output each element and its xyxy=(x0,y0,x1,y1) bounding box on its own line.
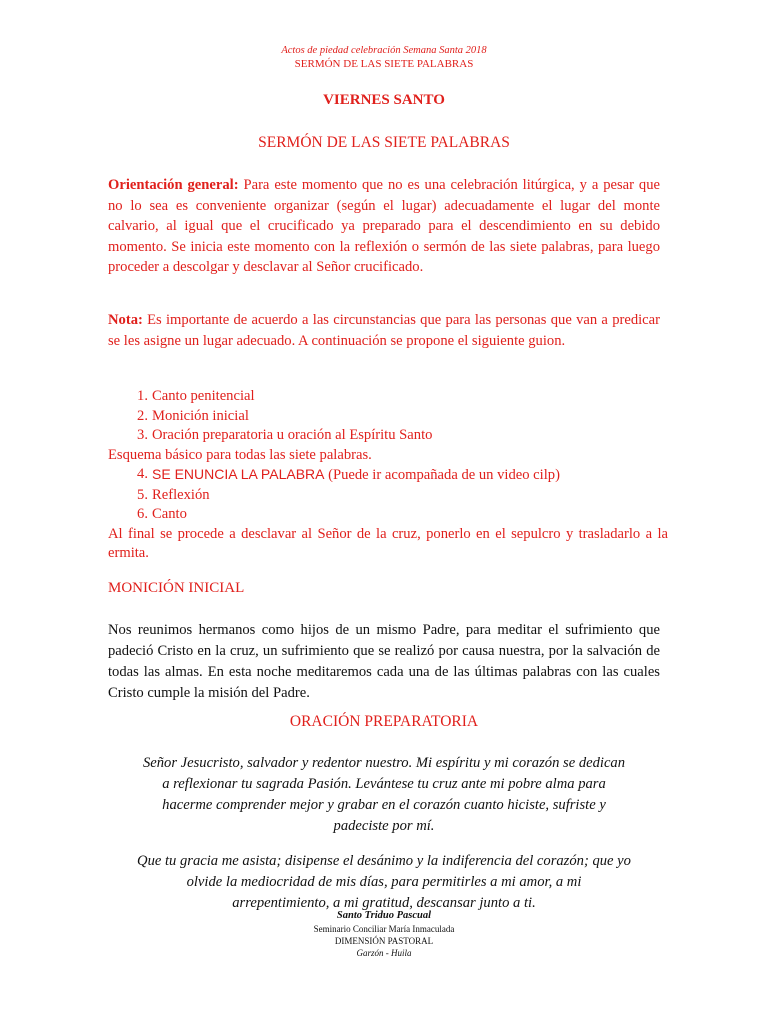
list-note: Esquema básico para todas las siete palabras. xyxy=(108,446,372,463)
monicion-heading: MONICIÓN INICIAL xyxy=(108,580,245,596)
list-item: 6 . Canto xyxy=(108,505,668,525)
footer-title: Santo Triduo Pascual xyxy=(336,910,432,921)
prayer-line: Señor Jesucristo, salvador y redentor nuestro. Mi espíritu y mi corazón se dedican xyxy=(142,755,626,771)
prayer-line: hacerme comprender mejor y grabar en el corazón cuanto hiciste, sufriste y xyxy=(162,797,606,813)
page-title: VIERNES SANTO xyxy=(323,92,445,108)
list-item: 4 . SE ENUNCIA LA PALABRA (Puede ir acompañada de un video cilp) xyxy=(108,465,668,486)
prayer-line: arrepentimiento, a mi gratitud, descansar junto a ti. xyxy=(232,895,536,911)
nota-text: Es importante de acuerdo a las circunstancias que para las personas que van a predicar se les asigne un lugar adecuado. A continuación se propone el siguiente guion. xyxy=(108,312,660,349)
prayer-line: a reflexionar tu sagrada Pasión. Levántese tu cruz ante mi pobre alma para xyxy=(162,776,606,792)
footer-location: Garzón - Huila xyxy=(356,948,412,958)
list-item: 1 . Canto penitencial xyxy=(108,387,668,407)
header-title-line: SERMÓN DE LAS SIETE PALABRAS xyxy=(294,58,474,70)
guion-list xyxy=(108,387,668,564)
oracion-heading: ORACIÓN PREPARATORIA xyxy=(289,713,479,730)
list-item: 2 . Monición inicial xyxy=(108,407,668,427)
prayer-paragraph-2 xyxy=(108,851,660,914)
prayer-line: padeciste por mí. xyxy=(333,818,435,834)
header-event-line: Actos de piedad celebración Semana Santa 2018 xyxy=(281,45,487,56)
footer-institution: Seminario Conciliar María Inmaculada xyxy=(313,924,455,934)
monicion-paragraph: Nos reunimos hermanos como hijos de un mismo Padre, para meditar el sufrimiento que padeció Cristo en la cruz, un sufrimiento que se realizó por causa nuestra, por la salvación de todas las almas. En esta noche meditaremos cada una de las últimas palabras con las cuales Cristo cumple la misión del Padre. xyxy=(108,622,660,701)
prayer-paragraph-1 xyxy=(108,753,660,837)
orientacion-label: Orientación general: xyxy=(108,177,239,193)
page-subtitle: SERMÓN DE LAS SIETE PALABRAS xyxy=(258,134,510,151)
prayer-line: olvide la mediocridad de mis días, para permitirles a mi amor, a mi xyxy=(186,874,582,890)
nota-label: Nota: xyxy=(108,312,143,328)
list-closing: Al final se procede a desclavar al Señor de la cruz, ponerlo en el sepulcro y trasladarlo a la ermita. xyxy=(108,525,668,561)
orientacion-paragraph xyxy=(108,175,660,278)
prayer-line: Que tu gracia me asista; disipense el desánimo y la indiferencia del corazón; que yo xyxy=(137,853,631,869)
footer-dimension: DIMENSIÓN PASTORAL xyxy=(334,936,434,946)
list-item: 3 . Oración preparatoria u oración al Espíritu Santo xyxy=(108,426,668,446)
list-item: 5 . Reflexión xyxy=(108,486,668,506)
nota-paragraph xyxy=(108,310,660,351)
orientacion-text: Para este momento que no es una celebración litúrgica, y a pesar que no lo sea es conveniente organizar (según el lugar) adecuadamente el lugar del monte calvario, al igual que el crucificado ya preparado para el descendimiento en su debido momento. Se inicia este momento con la reflexión o sermón de las siete palabras, para luego proceder a descolgar y desclavar al Señor crucificado. xyxy=(108,177,660,275)
